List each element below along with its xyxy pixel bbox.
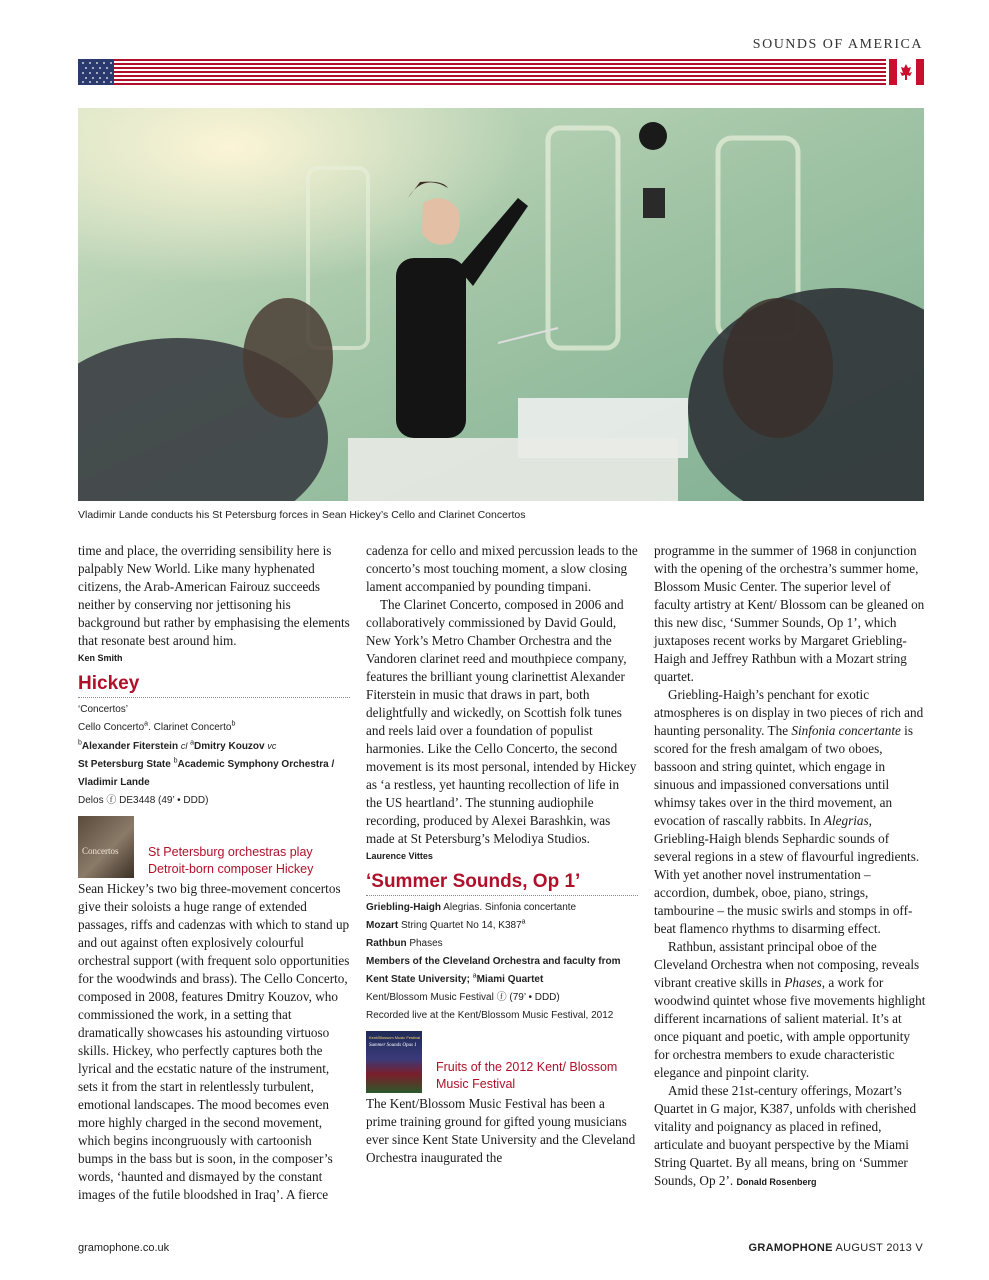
album-cover: Kent/Blossom Music Festival Summer Sounds Opus 1 — [366, 1031, 422, 1093]
release-info — [78, 701, 350, 810]
column-1 — [78, 542, 350, 1204]
works-line: Cello Concerto$^a$. Clarinet Concerto$^b$ — [78, 720, 236, 733]
paragraph: Amid these 21st-century offerings, Mozart’s Quartet in G major, K387, unfolds with cherished vitality and poignancy as placed in refined, articulate and buoyant perspective by the Miami String Quartet. By all means, bring on ‘Summer Sounds, Op 2’. Donald Rosenberg — [654, 1083, 917, 1188]
paragraph: The Clarinet Concerto, composed in 2006 and collaboratively commissioned by David Gould, New York’s Metro Chamber Orchestra and the Vandoren clarinet reed and mouthpiece company, features the brilliant young clarinettist Alexander Fiterstein in music that draws in part, both delightfully and wickedly, on Scottish folk tunes and reels laid over a foundation of populist harmonies. Like the Cello Concerto, the second movement is its most personal, intended by Hickey as ‘a restless, yet haunting recollection of life in the US heartland’. The stunning audiophile recording, produced by Alexei Barashkin, was made at St Petersburg’s Melodiya Studios. — [366, 597, 637, 846]
footer-url: gramophone.co.uk — [78, 1242, 170, 1254]
byline: Ken Smith — [78, 653, 123, 663]
paragraph: Rathbun, assistant principal oboe of the Cleveland Orchestra when not composing, reveals vibrant creative skills in Phases, a work for woodwind quintet whose five movements highlight different incarnations of salient material. It’s at once piquant and poetic, with ample opportunity for orchestra members to exude characteristic elegance and pinpoint clarity. — [654, 939, 926, 1080]
flag-band — [78, 59, 924, 85]
review-title: Hickey — [78, 673, 350, 698]
label-line: Delos ⓕ DE3448 (49’ • DDD) — [78, 795, 209, 806]
orchestra-line: St Petersburg State $^b$Academic Symphony Orchestra / Vladimir Lande — [78, 757, 335, 788]
work-line: Mozart String Quartet No 14, K387$^a$ — [366, 918, 526, 931]
cover-headline: St Petersburg orchestras play Detroit-born composer Hickey — [148, 845, 314, 876]
column-2 — [366, 542, 638, 1167]
label-line: Kent/Blossom Music Festival ⓕ (79’ • DDD) — [366, 992, 560, 1003]
paragraph: time and place, the overriding sensibility here is palpably New World. Like many hyphenated citizens, the Arab-American Fairouz succeeds neither by conserving nor jettisoning his background but rather by emphasising the elements that resonate best around him. — [78, 543, 350, 648]
performers-line: $^b$Alexander Fiterstein cl $^a$Dmitry Kouzov vc — [78, 739, 277, 752]
page-number: V — [915, 1242, 923, 1254]
album-cover: Concertos — [78, 816, 134, 878]
byline: Laurence Vittes — [366, 851, 433, 861]
album-cover-row — [366, 1031, 638, 1093]
magazine-name: GRAMOPHONE — [748, 1242, 833, 1254]
paragraph: programme in the summer of 1968 in conjunction with the opening of the orchestra’s summer home, Blossom Music Center. The superior level of faculty artistry at Kent/ Blossom can be gleaned on this new disc, ‘Summer Sounds, Op 1’, which juxtaposes recent works by Margaret Griebling-Haigh and Jeffrey Rathbun with a Mozart string quartet. — [654, 543, 925, 684]
issue-date: AUGUST 2013 — [835, 1242, 912, 1254]
album-title: ‘Concertos’ — [78, 704, 129, 715]
concert-photo — [78, 108, 924, 501]
footer-issue — [749, 1242, 924, 1254]
cover-headline: Fruits of the 2012 Kent/ Blossom Music Festival — [436, 1060, 618, 1091]
paragraph: cadenza for cello and mixed percussion leads to the concerto’s most touching moment, a slow closing lament accompanied by pounding timpani. — [366, 543, 638, 594]
section-label: SOUNDS OF AMERICA — [752, 37, 923, 52]
paragraph: The Kent/Blossom Music Festival has been a prime training ground for gifted young musicians ever since Kent State University and the Cleveland Orchestra inaugurated the — [366, 1096, 636, 1165]
recorded-line: Recorded live at the Kent/Blossom Music Festival, 2012 — [366, 1010, 614, 1021]
paragraph: Griebling-Haigh’s penchant for exotic atmospheres is on display in two pieces of rich and haunting personality. The Sinfonia concertante is scored for the fresh amalgam of two oboes, bassoon and string quintet, which engage in sinuous and impassioned conversations until whimsy takes over in the third movement, an evocation of rascally rabbits. In Alegrias, Griebling-Haigh blends Sephardic sounds of several regions in a stew of flavourful ingredients. With yet another novel instrumentation – accordion, dumbek, oboe, piano, strings, tambourine – the music swirls and stomps in off-beat flamenco rhythms to disarming effect. — [654, 687, 924, 936]
work-line: Rathbun Phases — [366, 938, 443, 949]
byline: Donald Rosenberg — [736, 1177, 817, 1187]
paragraph: Sean Hickey’s two big three-movement concertos give their soloists a huge range of extended passages, riffs and cadenzas with which to stand up and out against often explosively colourful orchestral support (with frequent solo opportunities for the woodwinds and brass). The Cello Concerto, composed in 2008, features Dmitry Kouzov, who commissioned the work, in a setting that dramatically showcases his astounding virtuoso skills. Hickey, who perfectly captures both the lyrical and the ecstatic nature of the instrument, sets it from the start in relentlessly turbulent, emotional landscapes. The mood becomes even more highly charged in the second movement, which begins incongruously with cartoonish bumps in the bass but is soon, in the composer’s words, ‘haunted and dismayed by the constant images of the futile bloodshed in Iraq’. A fierce — [78, 881, 350, 1202]
review-title: ‘Summer Sounds, Op 1’ — [366, 871, 638, 896]
release-info — [366, 899, 638, 1025]
photo-caption: Vladimir Lande conducts his St Petersburg forces in Sean Hickey’s Cello and Clarinet Concertos — [78, 509, 526, 521]
work-line: Griebling-Haigh Alegrias. Sinfonia concertante — [366, 902, 577, 913]
album-cover-row — [78, 816, 350, 878]
performers-line: Members of the Cleveland Orchestra and faculty from Kent State University; $^a$Miami Quartet — [366, 956, 621, 985]
column-3 — [654, 542, 926, 1190]
